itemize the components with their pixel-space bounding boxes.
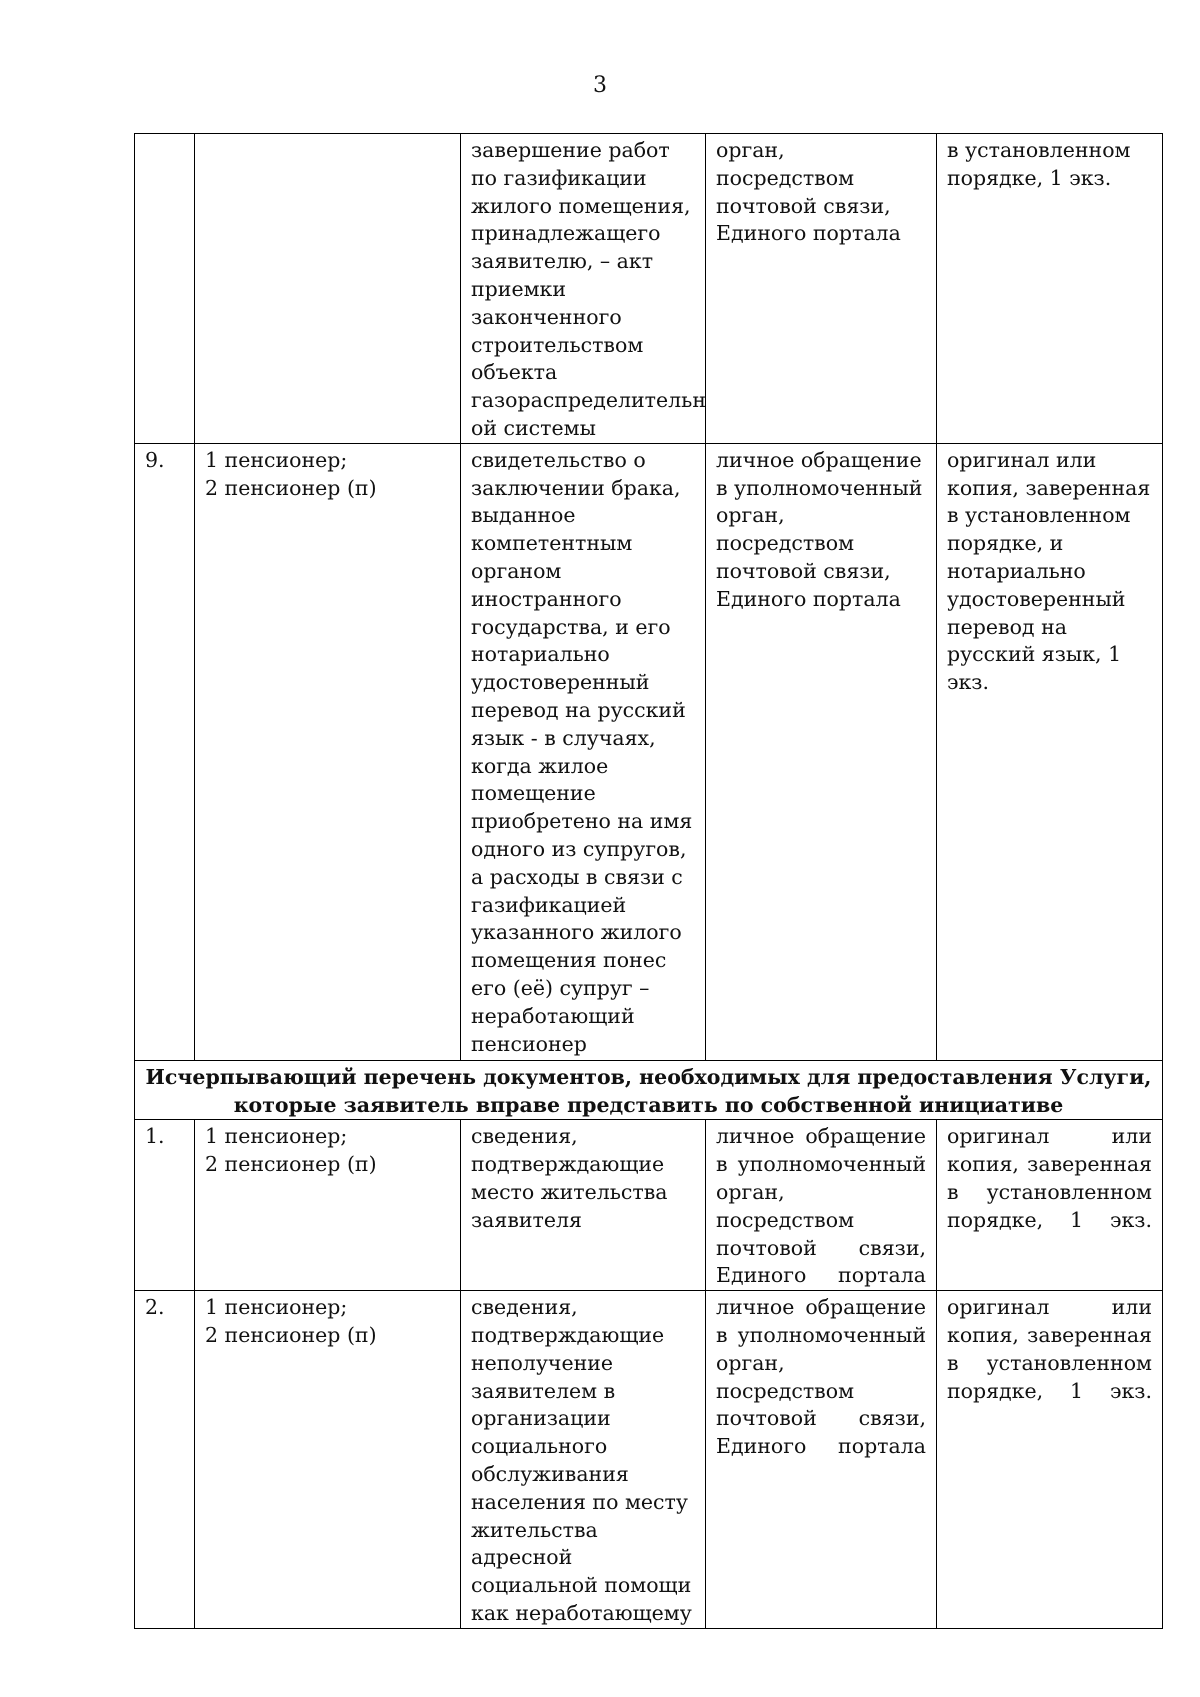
row-number-cell	[135, 134, 195, 444]
documents-table	[134, 133, 1163, 1629]
table-row	[135, 1120, 1163, 1291]
page-number: 3	[593, 73, 607, 98]
applicant-cell	[195, 134, 461, 444]
submission-method-cell: личное обращение в уполномоченный орган, посредством почтовой связи, Единого портала	[706, 443, 937, 1060]
submission-method-cell: личное обращение в уполномоченный орган, посредством почтовой связи, Единого портала	[706, 1291, 937, 1629]
applicant-line: 2 пенсионер (п)	[205, 475, 377, 500]
document-cell: завершение работ по газификации жилого помещения, принадлежащего заявителю, – акт приемки законченного строительством объекта газораспределительн ой системы	[461, 134, 706, 444]
applicant-cell	[195, 1120, 461, 1291]
document-form-cell: в установленном порядке, 1 экз.	[937, 134, 1163, 444]
table-row	[135, 443, 1163, 1060]
section-heading	[135, 1060, 1163, 1120]
table-row	[135, 134, 1163, 444]
applicant-line: 1 пенсионер;	[205, 1124, 348, 1149]
section-heading-line: которые заявитель вправе представить по собственной инициативе	[233, 1092, 1064, 1117]
applicant-line: 1 пенсионер;	[205, 447, 348, 472]
applicant-line: 2 пенсионер (п)	[205, 1152, 377, 1177]
document-form-cell: оригинал или копия, заверенная в установленном порядке, 1 экз.	[937, 1291, 1163, 1629]
applicant-line: 1 пенсионер;	[205, 1295, 348, 1320]
table-row	[135, 1291, 1163, 1629]
submission-method-cell: личное обращение в уполномоченный орган, посредством почтовой связи, Единого портала	[706, 1120, 937, 1291]
section-heading-line: Исчерпывающий перечень документов, необходимых для предоставления Услуги,	[145, 1064, 1152, 1089]
document-cell: свидетельство о заключении брака, выданное компетентным органом иностранного государства, и его нотариально удостоверенный перевод на русский язык - в случаях, когда жилое помещение приобретено на имя одного из супругов, а расходы в связи с газификацией указанного жилого помещения понес его (её) супруг – неработающий пенсионер	[461, 443, 706, 1060]
applicant-cell	[195, 443, 461, 1060]
submission-method-cell: орган, посредством почтовой связи, Единого портала	[706, 134, 937, 444]
row-number-cell: 1.	[135, 1120, 195, 1291]
row-number-cell: 9.	[135, 443, 195, 1060]
section-heading-row	[135, 1060, 1163, 1120]
document-cell: сведения, подтверждающие неполучение заявителем в организации социального обслуживания населения по месту жительства адресной социальной помощи как неработающему	[461, 1291, 706, 1629]
document-form-cell: оригинал или копия, заверенная в установленном порядке, и нотариально удостоверенный перевод на русский язык, 1 экз.	[937, 443, 1163, 1060]
applicant-line: 2 пенсионер (п)	[205, 1322, 377, 1347]
document-form-cell: оригинал или копия, заверенная в установленном порядке, 1 экз.	[937, 1120, 1163, 1291]
applicant-cell	[195, 1291, 461, 1629]
row-number-cell: 2.	[135, 1291, 195, 1629]
document-cell: сведения, подтверждающие место жительства заявителя	[461, 1120, 706, 1291]
